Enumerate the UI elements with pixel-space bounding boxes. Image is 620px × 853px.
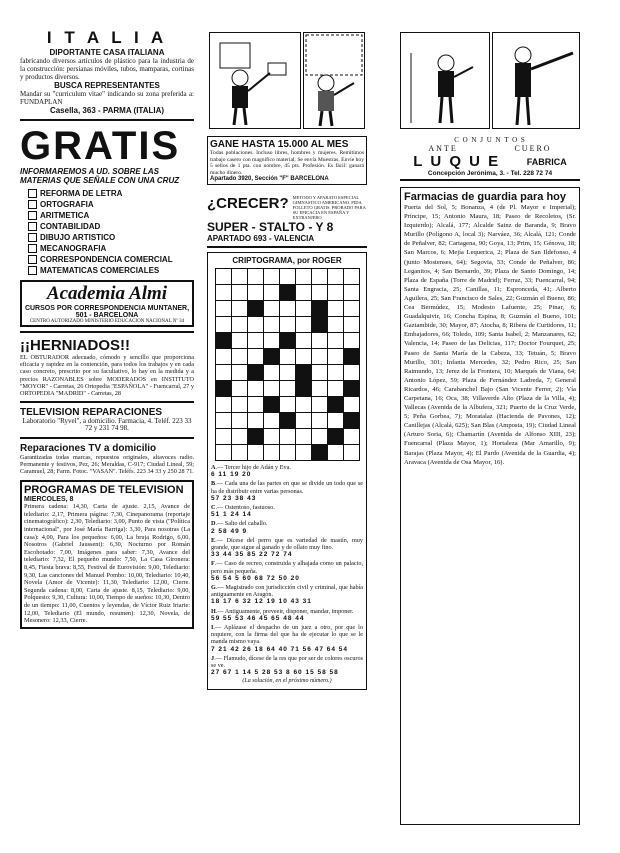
crypto-cell bbox=[327, 269, 343, 285]
crypto-grid-row bbox=[215, 333, 359, 349]
crypto-cell bbox=[295, 445, 311, 461]
crypto-cell bbox=[263, 413, 279, 429]
italia-line2: fabricando diversos artículos de plástico para la industria de la construcción: persianas móviles, tubos, mamparas, cortinas y productos diversos. bbox=[20, 57, 194, 81]
crypto-cell bbox=[215, 413, 231, 429]
crypto-cell bbox=[247, 413, 263, 429]
crypto-clue-text: Dícese del perro que es variedad de mastín, muy grande, que sigue al ganado y de ollato muy fino. bbox=[211, 536, 363, 552]
gratis-sub2: MATERIAS QUE SEÑALE CON UNA CRUZ bbox=[20, 176, 180, 185]
crypto-cell bbox=[231, 397, 247, 413]
gratis-title: GRATIS bbox=[20, 124, 181, 168]
crypto-title: CRIPTOGRAMA, por ROGER bbox=[232, 256, 342, 265]
crypto-cell bbox=[231, 445, 247, 461]
crypto-cell bbox=[247, 397, 263, 413]
crypto-cell bbox=[295, 381, 311, 397]
tv-program-box bbox=[20, 480, 194, 629]
luque-name: L U Q U E bbox=[413, 153, 501, 170]
crypto-cell bbox=[327, 349, 343, 365]
crypto-cell bbox=[311, 333, 327, 349]
crypto-cell bbox=[343, 397, 359, 413]
gane-ad bbox=[207, 136, 367, 185]
cartoon-figure-1 bbox=[210, 33, 300, 128]
crypto-cell bbox=[247, 381, 263, 397]
crypto-clue-letter: E bbox=[211, 536, 216, 544]
crypto-cell bbox=[279, 365, 295, 381]
option-aritmetica: ARITMETICA bbox=[28, 210, 194, 221]
crypto-cell bbox=[279, 301, 295, 317]
crypto-clue-text: Caso de recreo, construida y alhajada como un palacio, pero más pequeña. bbox=[211, 560, 363, 575]
crypto-cell bbox=[231, 381, 247, 397]
crypto-cell bbox=[263, 301, 279, 317]
tv-dom-body: Garantizadas todas marcas, repuestos originales, altavoces radio. Permanente y festivos, Pez, 26; Meraldas, C-917; Ciudad Lineal, 59; Caramuel, 28; Farm. Fotoc. "VASAN". Teléfs. 223 34 33 y 250 28 71. bbox=[20, 453, 194, 476]
italia-ad bbox=[20, 28, 194, 115]
crypto-cell bbox=[311, 365, 327, 381]
option-contabilidad: CONTABILIDAD bbox=[28, 221, 194, 232]
crypto-grid-row bbox=[215, 349, 359, 365]
crypto-cell bbox=[327, 365, 343, 381]
crypto-cell bbox=[311, 285, 327, 301]
crypto-clue-numbers: 6 11 19 20 bbox=[211, 471, 252, 479]
crypto-cell bbox=[231, 413, 247, 429]
crypto-grid-row bbox=[215, 429, 359, 445]
luque-top: C O N J U N T O S bbox=[454, 136, 526, 144]
option-reforma: REFORMA DE LETRA bbox=[28, 188, 194, 199]
crypto-cell bbox=[311, 397, 327, 413]
crypto-cell bbox=[263, 381, 279, 397]
crypto-clue: A.— Tercer hijo de Adán y Eva. 6 11 19 20 bbox=[211, 464, 363, 478]
crypto-cell bbox=[343, 269, 359, 285]
crypto-cell bbox=[343, 301, 359, 317]
crypto-clue: I.— Aplázase el despacho de un juez a otro, por que lo requiere, con la firma del que ha de ejecutar lo que se le manda mismo vaya. 7 21 42 26 18 64 40 71 56 47 64 54 bbox=[211, 624, 363, 653]
crypto-clue: D.— Salto del caballo. 2 58 49 9 bbox=[211, 520, 363, 534]
crypto-cell bbox=[311, 269, 327, 285]
crypto-cell bbox=[279, 381, 295, 397]
farmacias-title: Farmacias de guardia para hoy bbox=[404, 191, 567, 203]
farmacias-box bbox=[400, 187, 580, 825]
crypto-clue-letter: I bbox=[211, 624, 214, 632]
luque-label: FABRICA bbox=[526, 156, 567, 167]
middle-column bbox=[207, 28, 367, 690]
crypto-clue-letter: C bbox=[211, 504, 216, 512]
gratis-options bbox=[20, 188, 194, 276]
tv-rep-body: Laboratorio "Ryvel", a domicilio. Farmacia, 4. Teléf. 223 33 72 y 231 74 98. bbox=[22, 417, 192, 433]
crypto-cell bbox=[215, 269, 231, 285]
crypto-clue: J.— Flamudo, dícese de la res que por ser de colores oscuros se ve. 27 67 1 14 5 28 53 8 60 15 58 58 bbox=[211, 654, 363, 677]
crypto-cell bbox=[311, 445, 327, 461]
crypto-cell bbox=[295, 397, 311, 413]
crecer-small: METODO Y APARATO ESPECIAL GIMNASTICO AMERICANO. PIDA FOLLETO GRATIS. PROBADO PARA SU EFICACIA EN ESPAÑA Y EXTRANJERO bbox=[292, 195, 366, 220]
luque-left: ANTE bbox=[428, 144, 458, 153]
crypto-cell bbox=[343, 349, 359, 365]
tv-program-day: MIERCOLES, 8 bbox=[24, 496, 74, 504]
herniados-ad bbox=[20, 337, 194, 397]
crypto-cell bbox=[279, 333, 295, 349]
crypto-cell bbox=[327, 413, 343, 429]
crypto-cell bbox=[231, 269, 247, 285]
crypto-cell bbox=[247, 429, 263, 445]
luque-address: Concepción Jerónima, 3. - Tel. 228 72 74 bbox=[427, 170, 553, 177]
crypto-grid-row bbox=[215, 445, 359, 461]
tv-dom-title: Reparaciones TV a domicilio bbox=[20, 442, 157, 454]
crypto-clue-numbers: 57 23 38 43 bbox=[211, 494, 257, 502]
italia-line1: DIPORTANTE CASA ITALIANA bbox=[49, 48, 165, 57]
italia-line5: Casella, 363 - PARMA (ITALIA) bbox=[49, 106, 165, 115]
option-correspondencia: CORRESPONDENCIA COMERCIAL bbox=[28, 254, 194, 265]
crypto-cell bbox=[247, 301, 263, 317]
herniados-title: ¡¡HERNIADOS!! bbox=[20, 337, 130, 354]
crypto-grid-row bbox=[215, 413, 359, 429]
crypto-clue: B.— Cada una de las partes en que se divide un todo que se ha de distribuir entre varias personas. 57 23 38 43 bbox=[211, 480, 363, 502]
cartoon-panel-2 bbox=[303, 32, 365, 129]
crypto-cell bbox=[215, 445, 231, 461]
crypto-clue-numbers: 7 21 42 26 18 64 40 71 56 47 64 54 bbox=[211, 645, 349, 653]
crypto-cell bbox=[311, 381, 327, 397]
crypto-cell bbox=[295, 333, 311, 349]
crypto-cell bbox=[215, 301, 231, 317]
crypto-cell bbox=[215, 285, 231, 301]
crypto-cell bbox=[343, 445, 359, 461]
italia-line3: BUSCA REPRESENTANTES bbox=[54, 81, 160, 90]
crypto-clue-text: Magistrado con jurisdicción civil y criminal, que había antiguamente en Aragón. bbox=[211, 584, 364, 599]
cartoon-strip bbox=[207, 28, 367, 136]
farmacias-body: Puerta del Sol, 5; Bonanza, 4 (de Pl. Mayor e Imperial); Príncipe, 15; Antonio Maura, 18; Paseo de Recoletos, (Sr. Izquierdo); Alcalá, 177; Alcalde Sainz de Baranda, 9; Bravo Murillo (Polígono A, local 3); Narváez, 36; Alcalá, 121; Conde de Peñalver, 82; Cartagena, 90; Goya, 13; Prim, 15; Génova, 18; San Marcos, 6; Mejía Lequerica, 2; Plaza de San Ildefonso, 4 (junto Mostenses, 64); Segovia, 53; Conde de Peñalver, 86; Leganitos, 4; San Bernardo, 39; Plaza de Santo Domingo, 14; Plaza de España (Torre de Madrid); Ferraz, 33; Fuencarral, 94; Santa Engracia, 25; Canillas, 11; Espronceda, 41; Alberto Aguilera, 25; San Francisco de Sales, 22; Guzmán el Bueno, 86; Cea Bermúdez, 15; Modesto Lafuente, 25; Pinar, 6; Guadalquivir, 16; Concha Espina, 8; Guzmán el Bueno, 101; Gaztambide, 30; Mayor, 87; Atocha, 8; Ribera de Curtidores, 11; Embajadores, 66; Toledo, 109; Santa Isabel, 2; Manzanares, 62; Valencia, 14; Paseo de las Delicias, 117; Doctor Fourquet, 25; Paseo de Santa María de la Cabeza, 33; Tetuán, 5; Bravo Murillo, 301; Infanta Mercedes, 32; Pedro Rico, 25; San Raimundo, 13; Jerez de la Frontera, 10; Marqués de Viana, 64; Antonio López, 59; Plaza de Fernández Ladreda, 7; General Ricardos, 46; Carabanchel Bajo (San Vicente Ferrer, 2); Vía Carpetana, 16; Oca, 38; Villaverde Alto (Plaza de la Villa, 4); Vallecas (Avenida de la Albufera, 321; Puerto de la Cruz Verde, 5; Peña Gorbea, 7); Moratalaz (Hacienda de Pavones, 12); Canillejas (Alcalá, 625); San Blas (Amposta, 19); Ciudad Lineal (Arturo Soria, 6); Chamartín (Avenida de Alfonso XIII, 23); Fuencarral (Plaza Mayor, 1); Hortaleza (Mar Amarillo, 9); Barajas (Plaza Mayor, 4); El Pardo (Avenida de la Guardia, 4); Aravaca (Avenida de Osa Mayor, 16). bbox=[404, 204, 576, 466]
crypto-cell bbox=[247, 445, 263, 461]
crypto-cell bbox=[311, 301, 327, 317]
option-ortografia: ORTOGRAFIA bbox=[28, 199, 194, 210]
crypto-cell bbox=[215, 381, 231, 397]
crypto-cell bbox=[279, 285, 295, 301]
crypto-cell bbox=[231, 285, 247, 301]
cartoon-panel-4 bbox=[492, 32, 580, 129]
crypto-cell bbox=[231, 365, 247, 381]
crypto-grid-row bbox=[215, 317, 359, 333]
cartoon-panel-1 bbox=[209, 32, 301, 129]
crypto-clue-numbers: 27 67 1 14 5 28 53 8 60 15 58 58 bbox=[211, 669, 339, 677]
crypto-cell bbox=[263, 333, 279, 349]
crypto-cell bbox=[247, 317, 263, 333]
crypto-clue-letter: D bbox=[211, 520, 216, 528]
gane-body: Todas poblaciones. Incluso libres, hombres y mujeres. Remitimos trabajo casero con magnífico material. Se envía Muestras. Envíe hoy 5 sellos de 1 pta. con nombre, 45 pts. Profesión. Es fácil: ganará mucho dinero. bbox=[210, 150, 364, 176]
tv-program-body: Primera cadena: 14,30, Carta de ajuste. 2,15, Avance de telediario: 2,17, Primera página: 7,30, Cinepanorama (reportaje cinematográfico): 2,30, Telediario: 3,00, Punto de vista ("Política internacional", por José María Barriga): 3,30, Para nosotras (La casa): 4,00, Para los pequeños: 6,00, La bruja Rodrigo, 6,00, Nosotros (Gabriel Jaussent): 6,30, Nocturno por Román Escohotado: 7,00, Imágenes para saber: 7,30, Avance del telediario: 7,32, El pequeño mundo: 7,50, La Casa Gironera: 8,45, Fiesta brava: 8,55, Festival de Eurovisión: 9,00, Telediario: 9,30, Las canciones del Manuel Pombo: 10,00, Telediario: 10,40, Novela (Amor de Vicente): 11,30, Telediario: 12,00, Cierre. Segunda cadena: 8,00, Carta de ajuste. 8,15, Telediario: 9,00, Polquesto: 9,30, Cultura: 10,00, Tiempo de sueños: 10,30, Dentro de un tiempo: 11,00, Cuentos y leyendas, de Víctor Ruiz Iriarte: 12,00, Telediario (El mundo, resumen): 12,30, Novela, de Mesonero: 12,33, Cierre. bbox=[24, 503, 190, 625]
crypto-cell bbox=[327, 317, 343, 333]
crypto-clue-letter: A bbox=[211, 464, 216, 471]
crypto-clue-letter: B bbox=[211, 480, 216, 488]
academia-brand: Academia Almi bbox=[46, 283, 168, 304]
crecer-address: APARTADO 693 - VALENCIA bbox=[207, 234, 315, 243]
crypto-grid-row bbox=[215, 285, 359, 301]
crypto-cell bbox=[343, 317, 359, 333]
crypto-cell bbox=[231, 301, 247, 317]
crypto-clues bbox=[211, 464, 363, 676]
crypto-clue-text: Aplázase el despacho de un juez a otro, por que lo requiere, con la firma del que ha de ejecutar lo que se le manda mismo vaya. bbox=[211, 624, 363, 646]
right-column bbox=[400, 28, 580, 825]
academia-footer: CENTRO AUTORIZADO MINISTERIO EDUCACION NACIONAL Nº 34 bbox=[29, 319, 185, 324]
crypto-cell bbox=[263, 397, 279, 413]
crypto-grid-row bbox=[215, 381, 359, 397]
cartoon-strip-right bbox=[400, 28, 580, 136]
crypto-clue-letter: H bbox=[211, 607, 216, 615]
crypto-cell bbox=[327, 333, 343, 349]
crypto-cell bbox=[343, 333, 359, 349]
crypto-clue: H.— Antiguamente, preveeir, disponer, mandar, imponer. 59 55 53 46 45 65 48 44 bbox=[211, 608, 363, 622]
tv-dom-ad bbox=[20, 443, 194, 476]
crypto-cell bbox=[263, 429, 279, 445]
crypto-cell bbox=[215, 365, 231, 381]
crypto-clue-numbers: 18 17 6 32 12 19 10 43 31 bbox=[211, 598, 312, 606]
crypto-cell bbox=[327, 397, 343, 413]
crypto-clue: F.— Caso de recreo, construida y alhajada como un palacio, pero más pequeña. 56 54 5 60 68 72 50 20 bbox=[211, 560, 363, 582]
crypto-grid bbox=[215, 268, 360, 461]
crypto-clue-text: Antiguamente, preveeir, disponer, mandar, imponer. bbox=[224, 607, 354, 615]
crypto-cell bbox=[311, 349, 327, 365]
crypto-clue-numbers: 33 44 35 85 22 72 74 bbox=[211, 551, 293, 559]
crypto-cell bbox=[263, 365, 279, 381]
crypto-cell bbox=[343, 285, 359, 301]
crypto-cell bbox=[215, 397, 231, 413]
crypto-cell bbox=[279, 317, 295, 333]
crypto-cell bbox=[327, 381, 343, 397]
crypto-cell bbox=[295, 269, 311, 285]
gane-title: GANE HASTA 15.000 AL MES bbox=[210, 139, 349, 150]
crypto-cell bbox=[247, 333, 263, 349]
crypto-grid-row bbox=[215, 397, 359, 413]
tv-program-title: PROGRAMAS DE TELEVISION bbox=[24, 484, 190, 496]
crypto-clue-letter: J bbox=[211, 654, 215, 662]
crypto-clue: E.— Dícese del perro que es variedad de mastín, muy grande, que sigue al ganado y de ollato muy fino. 33 44 35 85 22 72 74 bbox=[211, 536, 363, 559]
crypto-cell bbox=[247, 269, 263, 285]
crypto-cell bbox=[343, 365, 359, 381]
crypto-cell bbox=[231, 349, 247, 365]
italia-line4: Mandar su "curriculum vitae" indicando su zona preferida a: FUNDAPLAN bbox=[20, 90, 194, 106]
crypto-cell bbox=[215, 429, 231, 445]
crypto-box bbox=[207, 252, 367, 690]
crypto-cell bbox=[279, 397, 295, 413]
crypto-grid-row bbox=[215, 269, 359, 285]
crypto-cell bbox=[247, 349, 263, 365]
crypto-clue-numbers: 59 55 53 46 45 65 48 44 bbox=[211, 614, 305, 622]
crypto-clue-letter: F bbox=[211, 560, 215, 568]
crypto-cell bbox=[279, 269, 295, 285]
crypto-cell bbox=[327, 445, 343, 461]
crypto-clue-text: Flamudo, dícese de la res que por ser de colores oscuros se ve. bbox=[211, 654, 363, 670]
crypto-cell bbox=[327, 285, 343, 301]
crypto-cell bbox=[215, 317, 231, 333]
tv-rep-ad bbox=[20, 407, 194, 432]
crypto-cell bbox=[263, 445, 279, 461]
crypto-cell bbox=[263, 269, 279, 285]
herniados-body: EL OBTURADOR adecuado, cómodo y sencillo que proporciona eficacia y rapidez en la contención, para todos los trabajos y en cada caso concreto, prescrito por su facultativo, lo hay en la medida y a precios RAZONABLES sobre MODERADOS en INSTITUTO "MOYOR" - Carretas, 26 Ortopedia "ESPAÑOLA" - Fuencarral, 27 y ORTOPEDIA "MADRID" - Carretas, 28 bbox=[20, 354, 194, 398]
crecer-brand: SUPER - STALTO - Y 8 bbox=[207, 220, 334, 234]
crypto-clue-text: Cada una de las partes en que se divide un todo que se ha de distribuir entre varias personas. bbox=[211, 480, 363, 495]
crypto-cell bbox=[295, 285, 311, 301]
luque-ad bbox=[400, 136, 580, 181]
gane-foot: Apartado 3920, Sección "F" BARCELONA bbox=[210, 176, 329, 182]
gratis-ad bbox=[20, 125, 194, 327]
crypto-clue: G.— Magistrado con jurisdicción civil y criminal, que había antiguamente en Aragón. 18 17 6 32 12 19 10 43 31 bbox=[211, 584, 364, 606]
crypto-cell bbox=[311, 317, 327, 333]
crypto-cell bbox=[279, 349, 295, 365]
option-matematicas: MATEMATICAS COMERCIALES bbox=[28, 265, 194, 276]
crypto-cell bbox=[327, 301, 343, 317]
crypto-clue-text: Tercer hijo de Adán y Eva. bbox=[224, 464, 291, 471]
crypto-solution: (La solución, en el próximo número.) bbox=[242, 678, 332, 685]
crypto-cell bbox=[311, 429, 327, 445]
crypto-cell bbox=[295, 413, 311, 429]
crypto-grid-row bbox=[215, 365, 359, 381]
crypto-cell bbox=[263, 317, 279, 333]
crypto-cell bbox=[311, 413, 327, 429]
crypto-clue-text: Ostentoso, fastuoso. bbox=[224, 504, 275, 512]
crypto-clue-numbers: 56 54 5 60 68 72 50 20 bbox=[211, 574, 300, 582]
cartoon-panel-3 bbox=[400, 32, 490, 129]
crecer-ad bbox=[207, 195, 367, 248]
crypto-cell bbox=[215, 333, 231, 349]
luque-right: CUERO bbox=[514, 144, 552, 153]
crypto-grid-row bbox=[215, 301, 359, 317]
crypto-clue-letter: G bbox=[211, 584, 216, 592]
crypto-cell bbox=[295, 365, 311, 381]
crypto-cell bbox=[263, 349, 279, 365]
crypto-cell bbox=[263, 285, 279, 301]
crypto-cell bbox=[215, 349, 231, 365]
crypto-cell bbox=[247, 365, 263, 381]
crypto-cell bbox=[231, 317, 247, 333]
option-dibujo: DIBUJO ARTISTICO bbox=[28, 232, 194, 243]
left-column bbox=[20, 28, 194, 629]
tv-rep-title: TELEVISION REPARACIONES bbox=[20, 407, 163, 419]
crypto-cell bbox=[279, 445, 295, 461]
italia-title: I T A L I A bbox=[46, 28, 168, 47]
crypto-cell bbox=[343, 381, 359, 397]
crypto-clue-numbers: 51 1 24 14 bbox=[211, 511, 252, 519]
crecer-title: ¿CRECER? bbox=[207, 195, 289, 212]
crypto-clue: C.— Ostentoso, fastuoso. 51 1 24 14 bbox=[211, 504, 363, 518]
crypto-cell bbox=[247, 285, 263, 301]
crypto-cell bbox=[295, 429, 311, 445]
crypto-cell bbox=[279, 413, 295, 429]
academia-address: CURSOS POR CORRESPONDENCIA MUNTANER, 501 - BARCELONA bbox=[24, 305, 190, 319]
crypto-cell bbox=[231, 429, 247, 445]
crypto-cell bbox=[231, 333, 247, 349]
crypto-cell bbox=[295, 349, 311, 365]
crypto-cell bbox=[279, 429, 295, 445]
crypto-cell bbox=[343, 413, 359, 429]
crypto-cell bbox=[295, 317, 311, 333]
crypto-clue-text: Salto del caballo. bbox=[224, 520, 268, 528]
gratis-sub1: INFORMAREMOS A UD. SOBRE LAS bbox=[20, 167, 159, 176]
crypto-cell bbox=[295, 301, 311, 317]
crypto-clue-numbers: 2 58 49 9 bbox=[211, 527, 248, 535]
crypto-cell bbox=[343, 429, 359, 445]
option-mecanografia: MECANOGRAFIA bbox=[28, 243, 194, 254]
crypto-cell bbox=[327, 429, 343, 445]
